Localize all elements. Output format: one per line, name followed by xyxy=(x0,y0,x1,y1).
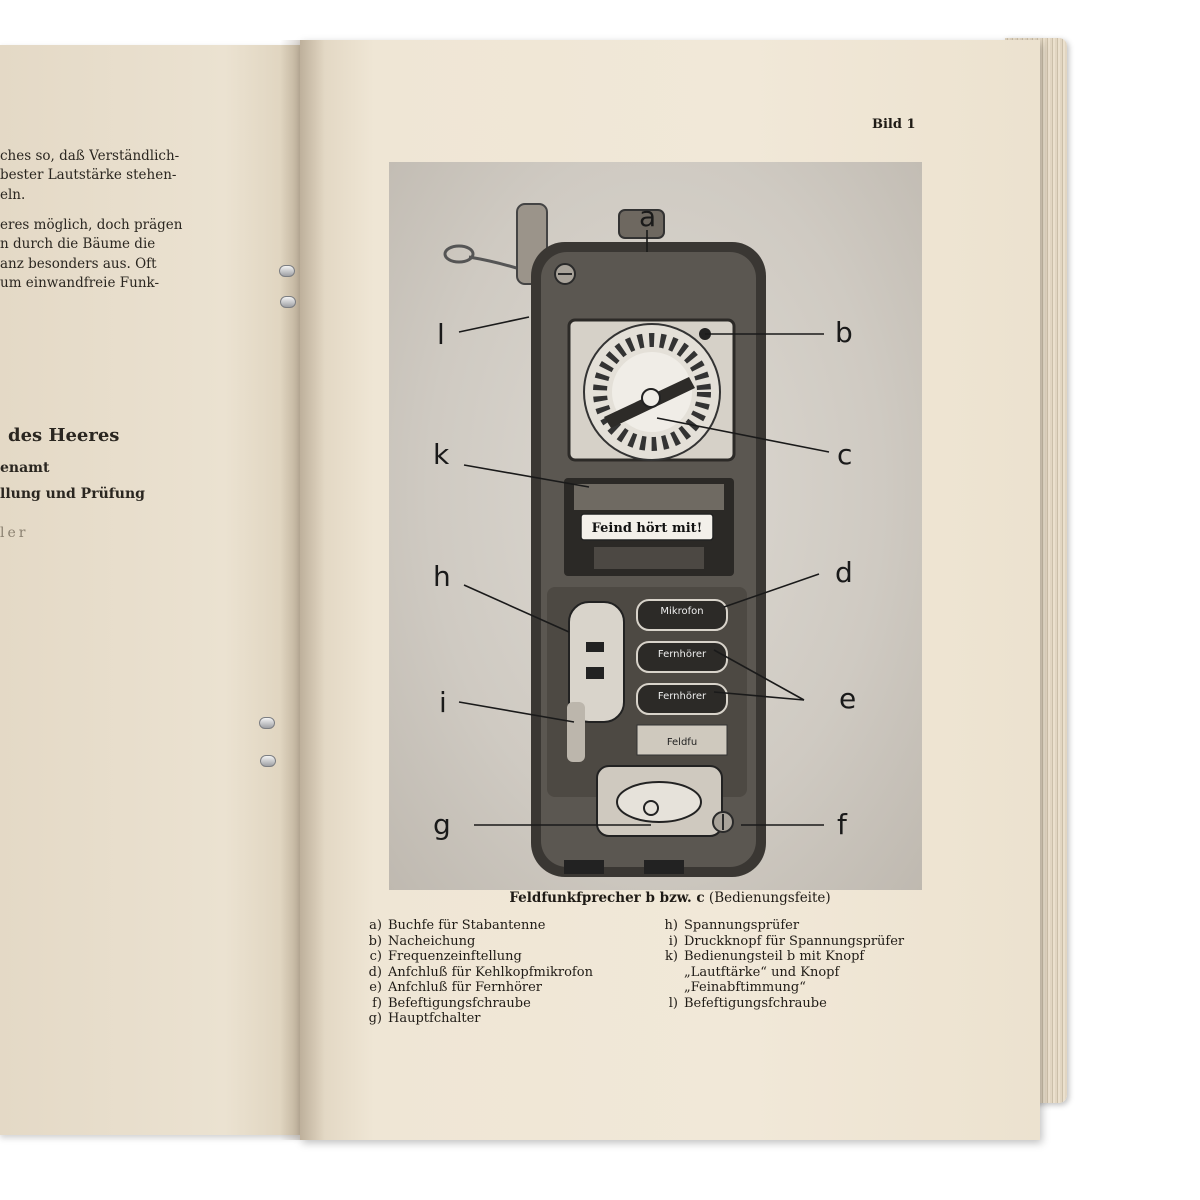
binding-stitch xyxy=(280,296,296,308)
callout-b: b xyxy=(835,316,853,349)
legend-key: l) xyxy=(668,995,678,1011)
legend-text: Buchfe für Stabantenne xyxy=(388,918,546,933)
legend-item xyxy=(360,996,593,1012)
socket-label: Fernhörer xyxy=(657,649,707,660)
binding-stitch xyxy=(260,755,276,767)
legend-key: k) xyxy=(665,949,678,964)
subheading: enamt xyxy=(0,460,50,476)
plate-label: Feldfu xyxy=(666,737,698,748)
callout-e: e xyxy=(839,682,857,715)
legend-item xyxy=(360,1011,593,1027)
legend-item xyxy=(656,965,904,981)
legend-item xyxy=(360,980,593,996)
legend-text: „Lautftärke“ und Knopf xyxy=(684,964,840,980)
binding-stitch xyxy=(259,717,275,729)
legend-key: d) xyxy=(368,964,382,980)
legend-text: Nacheichung xyxy=(388,933,476,949)
socket-label: Fernhörer xyxy=(657,691,707,702)
legend-text: Frequenzeinftellung xyxy=(388,949,522,964)
book-spine xyxy=(280,40,325,1140)
legend-item xyxy=(360,918,593,934)
text-line: eln. xyxy=(0,187,26,203)
legend-text: „Feinabftimmung“ xyxy=(684,980,806,995)
legend-item xyxy=(360,965,593,981)
callout-g: g xyxy=(433,808,451,841)
socket-label: Mikrofon xyxy=(660,606,704,617)
caption-bold: Feldfunkfprecher b bzw. c xyxy=(509,890,705,906)
page-label: Bild 1 xyxy=(872,117,916,132)
legend-text: Spannungsprüfer xyxy=(684,918,800,933)
legend-key: e) xyxy=(369,980,382,995)
legend-text: Hauptfchalter xyxy=(388,1011,481,1026)
legend-text: Befeftigungsfchraube xyxy=(388,995,531,1011)
right-page xyxy=(300,40,1040,1140)
callout-i: i xyxy=(439,686,447,719)
legend-item xyxy=(656,980,904,996)
legend-key: i) xyxy=(668,933,678,949)
legend-key: c) xyxy=(369,949,382,964)
legend-key: a) xyxy=(369,918,382,933)
legend-key: b) xyxy=(368,933,382,949)
legend-item xyxy=(656,918,904,934)
caption-rest: (Bedienungsfeite) xyxy=(708,890,831,906)
callout-l: l xyxy=(437,318,445,351)
text-line: n durch die Bäume die xyxy=(0,236,156,252)
device-banner: Feind hört mit! xyxy=(591,521,703,536)
device-illustration xyxy=(389,162,922,890)
callout-f: f xyxy=(837,808,847,841)
heading: des Heeres xyxy=(8,425,120,446)
text-line: ches so, daß Verständlich- xyxy=(0,148,180,164)
legend-text: Druckknopf für Spannungsprüfer xyxy=(684,933,905,949)
legend-item xyxy=(656,934,904,950)
text-line: anz besonders aus. Oft xyxy=(0,256,157,272)
binding-stitch xyxy=(279,265,295,277)
legend-item xyxy=(360,949,593,965)
legend-text: Befeftigungsfchraube xyxy=(684,995,827,1011)
callout-d: d xyxy=(835,556,853,589)
legend-key: f) xyxy=(372,995,382,1011)
legend-left xyxy=(360,918,593,1027)
subheading-2: llung und Prüfung xyxy=(0,486,145,502)
callout-a: a xyxy=(639,200,657,233)
legend-item xyxy=(656,949,904,965)
text-line: um einwandfreie Funk- xyxy=(0,275,160,291)
figure-caption xyxy=(300,890,1040,906)
legend-key: h) xyxy=(664,918,678,933)
legend-text: Bedienungsteil b mit Knopf xyxy=(684,949,865,964)
legend-item xyxy=(360,934,593,950)
callout-c: c xyxy=(837,438,853,471)
legend-key: g) xyxy=(368,1011,382,1026)
left-page xyxy=(0,45,300,1135)
legend-text: Anfchluß für Fernhörer xyxy=(388,980,543,995)
text-line: eres möglich, doch prägen xyxy=(0,217,183,233)
text-line: bester Lautstärke stehen- xyxy=(0,167,177,183)
legend-right xyxy=(656,918,904,1011)
callout-k: k xyxy=(433,438,450,471)
callout-h: h xyxy=(433,560,451,593)
signature: ler xyxy=(0,525,29,541)
device-photo xyxy=(389,162,922,890)
legend-key xyxy=(656,965,678,981)
legend-item xyxy=(656,996,904,1012)
legend-key xyxy=(656,980,678,996)
legend-text: Anfchluß für Kehlkopfmikrofon xyxy=(388,964,593,980)
